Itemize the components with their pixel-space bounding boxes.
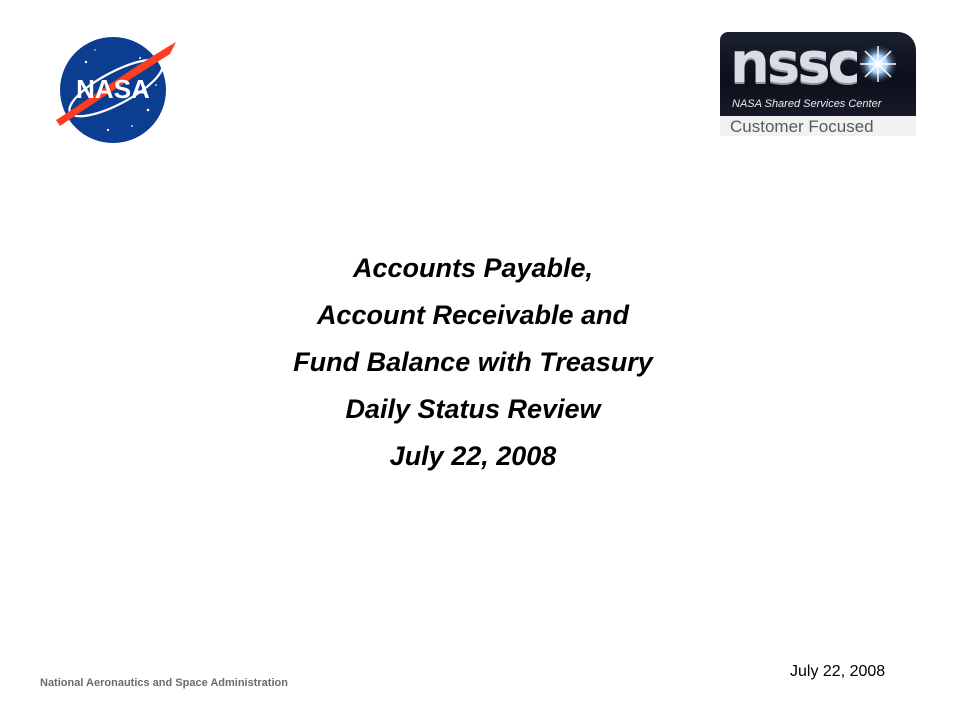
- title-line-2: Account Receivable and: [316, 300, 630, 330]
- starburst-icon: [856, 42, 900, 86]
- nasa-logo: [48, 30, 178, 145]
- footer-organization: National Aeronautics and Space Administration: [40, 677, 288, 689]
- nssc-subtitle: NASA Shared Services Center: [732, 98, 882, 110]
- nssc-logo-banner: [720, 32, 916, 116]
- title-line-4: Daily Status Review: [345, 394, 601, 424]
- title-line-5: July 22, 2008: [389, 441, 557, 471]
- nssc-tagline-bar: [720, 116, 916, 136]
- footer-date: July 22, 2008: [790, 663, 886, 680]
- slide-title: [130, 245, 816, 480]
- nasa-logo-text: NASA: [76, 74, 150, 104]
- nssc-logo: [718, 30, 920, 138]
- nssc-tagline: Customer Focused: [730, 117, 874, 136]
- title-line-3: Fund Balance with Treasury: [293, 347, 653, 377]
- nssc-wordmark: nssc: [730, 32, 858, 96]
- title-line-1: Accounts Payable,: [352, 253, 594, 283]
